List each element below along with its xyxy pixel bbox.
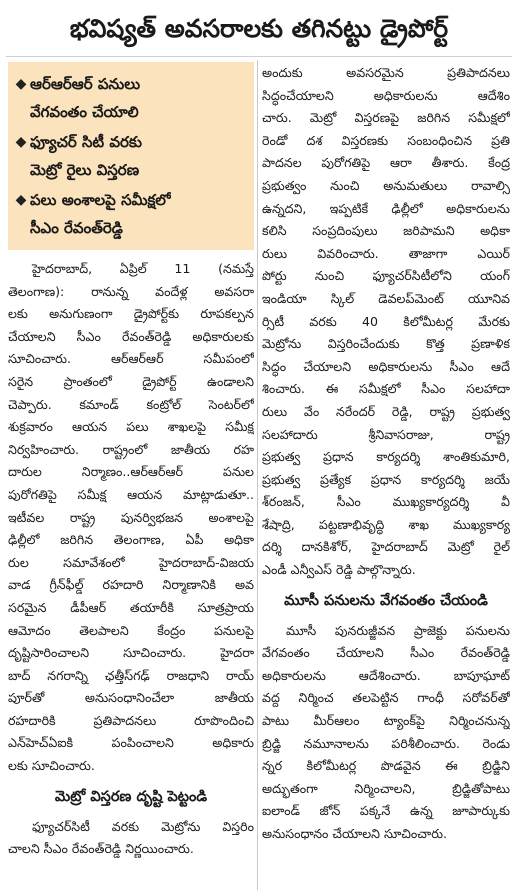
text-line: ఇండియా స్కిల్ డెవలప్‌మెంట్ యూనివ: [262, 290, 510, 306]
text-line: శ్‌రంజన్, సీఎం ముఖ్యకార్యదర్శి వీ: [262, 494, 510, 510]
text-line: సిద్ధంచేయాలని అధికారులను ఆదేశిం: [262, 87, 510, 103]
text-line: రెండో దశ విస్తరణకు సంబంధించిన ప్రతి: [262, 132, 510, 148]
text-line: బ్రిడ్జి నమూనాలను పరిశీలించారు. రెండు: [262, 735, 510, 751]
text-line: కలిసి సంప్రదింపులు జరిపామని అధికా: [262, 223, 510, 239]
highlight-item: [12, 128, 248, 184]
highlights-box: [8, 62, 254, 250]
text-line: ఆమోదం తెలపాలని కేంద్రం పనులపై: [8, 622, 254, 638]
text-line: అందుకు అవసరమైన ప్రతిపాదనలు: [262, 65, 510, 80]
headline: భవిష్యత్ అవసరాలకు తగినట్టు డ్రైపోర్ట్: [69, 14, 449, 43]
text-line: లకు అనుగుణంగా డ్రైపోర్ట్‌కు రూపకల్పన: [8, 306, 254, 322]
right-subhead: మూసీ పనులను వేగవంతం చేయండి: [284, 592, 488, 609]
text-line: వాడ గ్రీన్‌ఫీల్డ్ రహదారి నిర్మాణానికి అవ: [8, 577, 254, 593]
text-line: దారుల నిర్మాణం..ఆర్ఆర్ఆర్ పనుల: [8, 464, 254, 480]
text-line: ఎన్‌హెచ్ఏఐకి పంపించాలని అధికారు: [8, 735, 254, 751]
column-divider: [257, 60, 258, 890]
text-line: ప్రభుత్వం నుంచి అనుమతులు రావాల్సి: [262, 177, 510, 193]
text-line: అనుసంధానం చేయాలని సూచించారు.: [262, 826, 448, 841]
highlight-line: పలు అంశాలపై సమీక్షలో: [30, 191, 171, 209]
text-line: ఇటీవల రాష్ట్ర పునర్విభజన అంశాలపై: [8, 509, 254, 525]
text-line: వద్ద నిర్మించ తలపెట్టిన గాంధీ సరోవర్‌తో: [262, 690, 510, 706]
text-line: బాద్ నగరాన్ని ఛత్తీస్‌గఢ్ రాజధాని రాయ్: [8, 667, 254, 683]
highlight-line: వేగవంతం చేయాలి: [30, 103, 139, 121]
left-body-2: [8, 816, 254, 861]
text-line: లకు సూచించారు.: [8, 758, 95, 774]
text-line: సరమైన డీపీఆర్ తయారీకి సూత్రప్రాయ: [8, 599, 254, 615]
highlight-line: సీఎం రేవంత్‌రెడ్డి: [30, 219, 123, 237]
left-column: [8, 62, 254, 861]
text-line: తెలంగాణ): రానున్న వందేళ్ల అవసరా: [8, 283, 254, 299]
bullet-icon: ◆: [15, 76, 27, 92]
left-body: [8, 258, 254, 778]
text-line: పాదనల పురోగతిపై ఆరా తీశారు. కేంద్ర: [262, 155, 510, 171]
right-body-2: [262, 620, 510, 846]
text-line: ఐలాండ్ జోన్ పక్కనే ఉన్న జూపార్కుకు: [262, 803, 510, 819]
highlight-item: [12, 70, 248, 126]
text-line: అద్భుతంగా నిర్మించాలని, బ్రిడ్జితోపాటు: [262, 780, 510, 796]
text-line: నిర్వహించారు. రాష్ట్రంలో జాతీయ రహ: [8, 441, 254, 457]
text-line: చెప్పారు. కమాండ్ కంట్రోల్ సెంటర్‌లో: [8, 396, 254, 412]
text-line: ఫ్యూచర్‌సిటీ వరకు మెట్రోను విస్తరిం: [32, 818, 254, 834]
text-line: రుల సమావేశంలో హైదరాబాద్-విజయ: [8, 554, 254, 570]
text-line: సిద్ధం చేయాలని అధికారులను సీఎం ఆదే: [262, 358, 510, 374]
text-line: ఎండీ ఎన్వీఎస్ రెడ్డి పాల్గొన్నారు.: [262, 562, 416, 578]
highlight-line: ఆర్ఆర్ఆర్ పనులు: [30, 75, 141, 93]
text-line: రహదారికి ప్రతిపాదనలు రూపొందించి: [8, 712, 254, 728]
text-line: పాటు మీర్‌ఆలం ట్యాంక్‌పై నిర్మించనున్న: [262, 713, 510, 729]
text-line: రులు వివరించారు. తాజాగా ఎయిర్: [262, 245, 510, 261]
text-line: అధికారులను ఆదేశించారు. బాపూఘాట్: [262, 667, 510, 683]
highlight-line: మెట్రో రైలు విస్తరణ: [30, 161, 140, 179]
text-line: దృష్టిసారించాలని సూచించారు. హైదరా: [8, 645, 254, 661]
text-line: సూచించారు. ఆర్ఆర్ఆర్ సమీపంలో: [8, 351, 254, 367]
text-line: ఢిల్లీలో జరిగిన తెలంగాణ, ఏపీ అధికా: [8, 532, 254, 548]
text-line: చారు. మెట్రో విస్తరణపై జరిగిన సమీక్షలో: [262, 110, 510, 126]
text-line: సలహాదారు శ్రీనివాసరాజు, రాష్ట్ర: [262, 426, 510, 442]
text-line: మెట్రోను విస్తరించేందుకు కొత్త ప్రణాళిక: [262, 336, 510, 352]
text-line: ఉన్నదని, ఇప్పటికే ఢిల్లీలో అధికారులను: [262, 200, 510, 216]
text-line: హైదరాబాద్, ఏప్రిల్ 11 (నమస్తే: [32, 261, 254, 276]
text-line: శించారు. ఈ సమీక్షలో సీఎం సలహాదా: [262, 381, 510, 397]
text-line: చాలని సీఎం రేవంత్‌రెడ్డి నిర్ణయించారు.: [8, 841, 194, 857]
bullet-icon: ◆: [15, 192, 27, 208]
bullet-icon: ◆: [15, 134, 27, 150]
highlight-item: [12, 186, 248, 242]
text-line: చేయాలని సీఎం రేవంత్‌రెడ్డి అధికారులకు: [8, 328, 254, 344]
text-line: మూసీ పునరుజ్జీవన ప్రాజెక్టు పనులను: [286, 622, 510, 638]
text-line: ప్రభుత్వ ప్రధాన కార్యదర్శి శాంతికుమారి,: [262, 449, 510, 465]
text-line: శేషాద్రి, పట్టణాభివృద్ధి శాఖ ముఖ్యకార్య: [262, 516, 510, 532]
text-line: రులు వేం నరేందర్ రెడ్డి, రాష్ట్ర ప్రభుత్వ: [262, 403, 510, 419]
text-line: శుక్రవారం ఆయన పలు శాఖలపై సమీక్ష: [8, 419, 254, 435]
right-column: [262, 62, 510, 846]
text-line: దర్శి దానకిశోర్, హైదరాబాద్ మెట్రో రైల్: [262, 539, 510, 555]
text-line: ప్రభుత్వ ప్రత్యేక ప్రధాన కార్యదర్శి జయే: [262, 471, 510, 487]
right-body: [262, 62, 510, 582]
highlight-line: ఫ్యూచర్ సిటీ వరకు: [30, 133, 142, 151]
text-line: పోర్టు నుంచి ఫ్యూచర్‌సిటీలోని యంగ్: [262, 268, 510, 284]
text-line: సరైన ప్రాంతంలో డ్రైపోర్ట్ ఉండాలని: [8, 373, 254, 389]
text-line: పూర్‌తో అనుసంధానించేలా జాతీయ: [8, 690, 254, 706]
left-subhead: మెట్రో విస్తరణ దృష్టి పెట్టండి: [54, 788, 208, 805]
text-line: న్నర కిలోమీటర్ల పొడవైన ఈ బ్రిడ్జిని: [262, 758, 510, 774]
text-line: వేగవంతం చేయాలని సీఎం రేవంత్‌రెడ్డి: [262, 645, 510, 661]
headline-rule: [6, 56, 512, 57]
text-line: ర్సిటీ వరకు 40 కిలోమీటర్ల మేరకు: [262, 313, 510, 329]
text-line: పురోగతిపై సమీక్ష ఆయన మాట్లాడుతూ..: [8, 486, 254, 502]
